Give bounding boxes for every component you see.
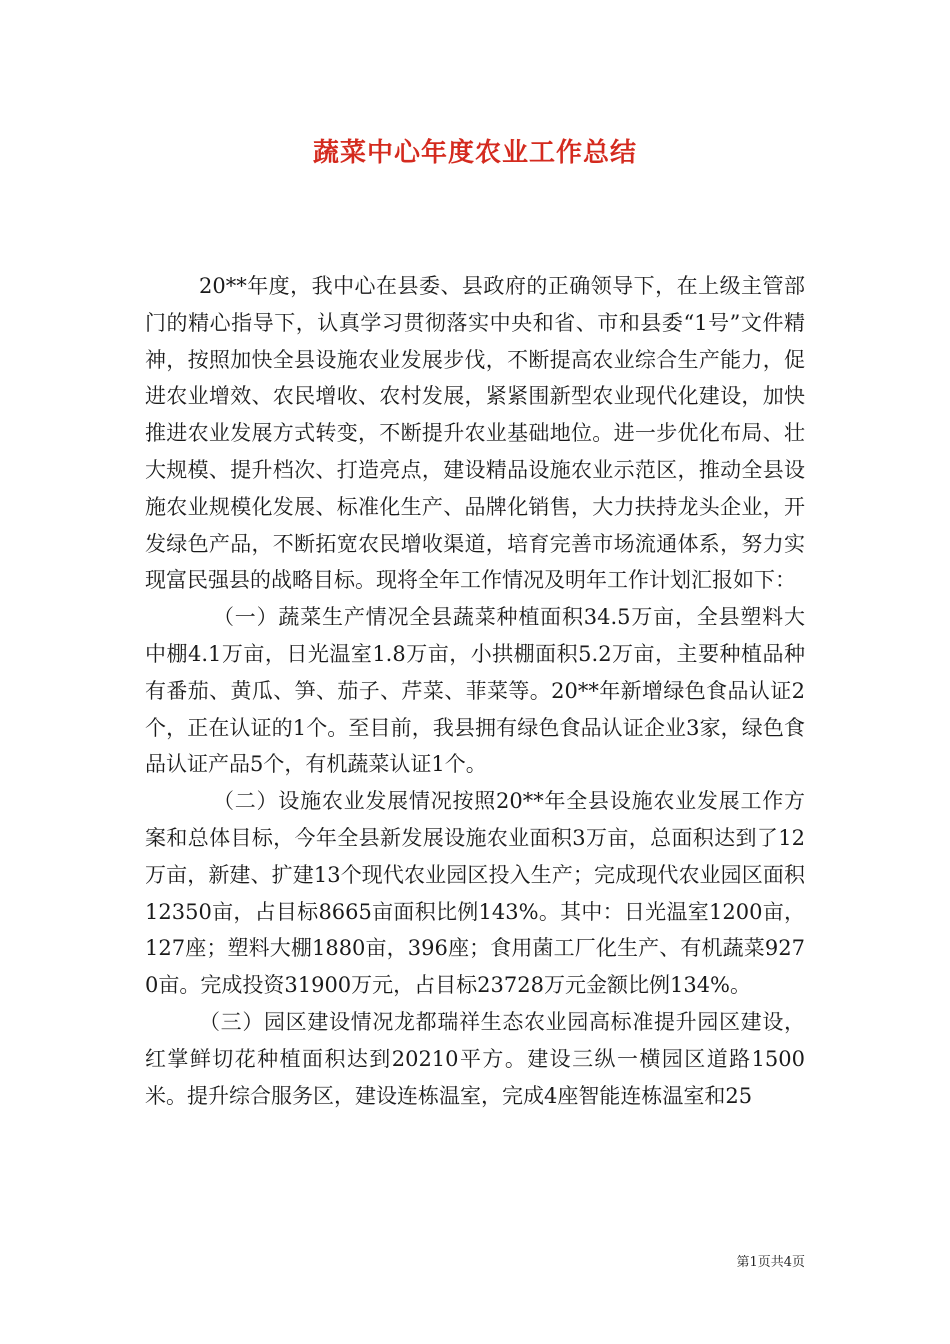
page-title: 蔬菜中心年度农业工作总结 xyxy=(312,138,637,168)
paragraph-park-construction: （三）园区建设情况龙都瑞祥生态农业园高标准提升园区建设，红掌鲜切花种植面积达到20210平方。建设三纵一横园区道路1500米。提升综合服务区，建设连栋温室，完成4座智能连栋温室和25 xyxy=(145,1009,805,1108)
paragraph-vegetable-production: （一）蔬菜生产情况全县蔬菜种植面积34.5万亩，全县塑料大中棚4.1万亩，日光温室1.8万亩，小拱棚面积5.2万亩，主要种植品种有番茄、黄瓜、笋、茄子、芹菜、菲菜等。20**年新增绿色食品认证2个，正在认证的1个。至目前，我县拥有绿色食品认证企业3家，绿色食品认证产品5个，有机蔬菜认证1个。 xyxy=(145,605,805,777)
paragraph-intro: 20**年度，我中心在县委、县政府的正确领导下，在上级主管部门的精心指导下，认真学习贯彻落实中央和省、市和县委“1号”文件精神，按照加快全县设施农业发展步伐，不断提高农业综合生产能力，促进农业增效、农民增收、农村发展，紧紧围新型农业现代化建设，加快推进农业发展方式转变，不断提升农业基础地位。进一步优化布局、壮大规模、提升档次、打造亮点，建设精品设施农业示范区，推动全县设施农业规模化发展、标准化生产、品牌化销售，大力扶持龙头企业，开发绿色产品，不断拓宽农民增收渠道，培育完善市场流通体系，努力实现富民强县的战略目标。现将全年工作情况及明年工作计划汇报如下： xyxy=(145,274,805,593)
document-body xyxy=(145,268,805,1114)
paragraph-facility-agriculture: （二）设施农业发展情况按照20**年全县设施农业发展工作方案和总体目标，今年全县新发展设施农业面积3万亩，总面积达到了12万亩，新建、扩建13个现代农业园区投入生产；完成现代农业园区面积12350亩，占目标8665亩面积比例143%。其中：日光温室1200亩，127座；塑料大棚1880亩，396座；食用菌工厂化生产、有机蔬菜9270亩。完成投资31900万元，占目标23728万元金额比例134%。 xyxy=(145,789,805,998)
page-number: 第1页共4页 xyxy=(736,1255,805,1270)
